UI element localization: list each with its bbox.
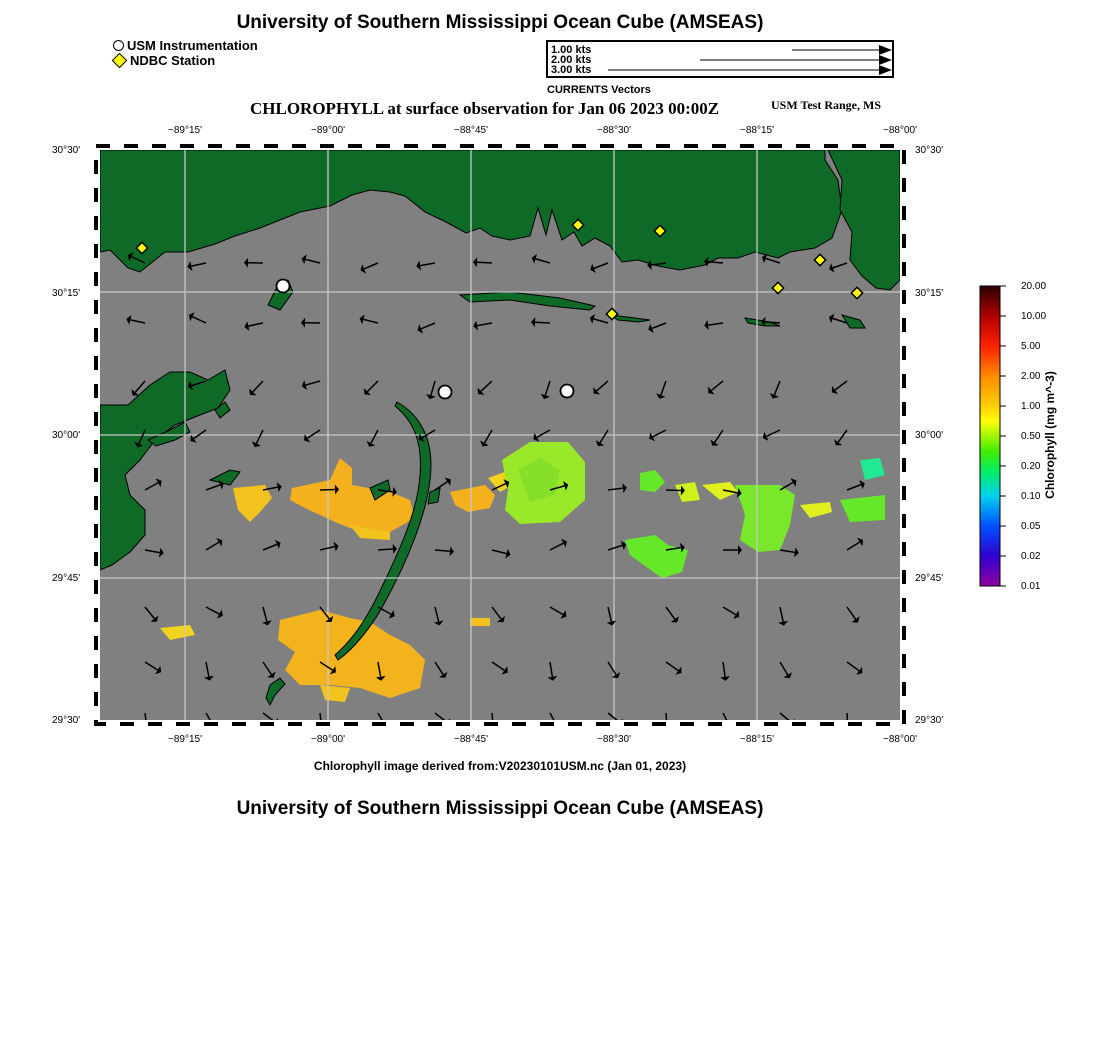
colorbar-tick-6: 0.50	[1021, 431, 1041, 442]
colorbar-tick-3: 5.00	[1021, 341, 1041, 352]
left-tick-3: 30°00'	[52, 430, 81, 441]
legend-usm-instrumentation	[113, 38, 258, 53]
vector-key-box	[546, 40, 894, 78]
top-tick-5: −88°15'	[740, 125, 774, 136]
current-vector-shaft	[666, 490, 681, 491]
bottom-tick-1: −89°15'	[168, 734, 202, 745]
right-tick-3: 30°00'	[915, 430, 944, 441]
top-tick-2: −89°00'	[311, 125, 345, 136]
left-tick-4: 29°45'	[52, 573, 81, 584]
legend-ndbc-label: NDBC Station	[130, 53, 216, 68]
footer-title: University of Southern Mississippi Ocean Cube (AMSEAS)	[236, 798, 764, 819]
colorbar-tick-7: 0.20	[1021, 461, 1041, 472]
left-tick-5: 29°30'	[52, 715, 81, 726]
usm-instrument-marker	[439, 386, 452, 399]
usm-instrument-marker	[561, 385, 574, 398]
current-vector-head	[843, 728, 853, 730]
bottom-tick-6: −88°00'	[883, 734, 917, 745]
right-tick-1: 30°30'	[915, 145, 944, 156]
bottom-tick-5: −88°15'	[740, 734, 774, 745]
source-caption: Chlorophyll image derived from:V20230101USM.nc (Jan 01, 2023)	[313, 759, 687, 773]
top-tick-3: −88°45'	[454, 125, 488, 136]
vector-key-caption: CURRENTS Vectors	[547, 84, 651, 96]
current-vector-shaft	[535, 322, 550, 323]
current-vector-shaft	[477, 262, 492, 263]
colorbar-tick-4: 2.00	[1021, 371, 1041, 382]
legend-ndbc-station	[113, 53, 215, 68]
map-subtitle: CHLOROPHYLL at surface observation for Jan 06 2023 00:00Z	[250, 99, 720, 118]
right-tick-4: 29°45'	[915, 573, 944, 584]
current-vector-head	[662, 728, 672, 730]
current-vector-head	[488, 728, 498, 730]
bottom-tick-2: −89°00'	[311, 734, 345, 745]
map-frame	[90, 140, 920, 730]
current-vector-head	[725, 724, 734, 730]
vector-key-arrows	[548, 42, 896, 80]
vector-key-label-3: 3.00 kts	[551, 64, 592, 76]
colorbar-tick-11: 0.01	[1021, 581, 1041, 592]
vector-key-label-2: 2.00 kts	[551, 54, 592, 66]
colorbar-tick-5: 1.00	[1021, 401, 1041, 412]
current-vector-head	[142, 727, 152, 730]
current-vector-shaft	[847, 713, 848, 728]
bottom-tick-3: −88°45'	[454, 734, 488, 745]
current-vector-head	[317, 727, 327, 730]
current-vector-shaft	[320, 489, 335, 490]
vector-key-label-1: 1.00 kts	[551, 44, 592, 56]
usm-instrument-icon	[113, 40, 124, 51]
colorbar-tick-9: 0.05	[1021, 521, 1041, 532]
page-title: University of Southern Mississippi Ocean Cube (AMSEAS)	[236, 12, 764, 33]
colorbar-tick-10: 0.02	[1021, 551, 1041, 562]
colorbar-tick-8: 0.10	[1021, 491, 1041, 502]
top-tick-1: −89°15'	[168, 125, 202, 136]
usm-instrument-marker	[277, 280, 290, 293]
right-tick-2: 30°15'	[915, 288, 944, 299]
current-vector-shaft	[378, 549, 393, 550]
colorbar-tick-2: 10.00	[1021, 311, 1047, 322]
top-tick-6: −88°00'	[883, 125, 917, 136]
colorbar-title: Chlorophyll (mg m^-3)	[1043, 371, 1057, 499]
legend-usm-label: USM Instrumentation	[127, 38, 258, 53]
ndbc-station-icon	[112, 53, 128, 69]
current-vector-shaft	[666, 713, 667, 728]
top-tick-4: −88°30'	[597, 125, 631, 136]
right-tick-5: 29°30'	[915, 715, 944, 726]
bottom-tick-4: −88°30'	[597, 734, 631, 745]
left-tick-2: 30°15'	[52, 288, 81, 299]
region-label: USM Test Range, MS	[771, 98, 882, 112]
colorbar-tick-1: 20.00	[1021, 281, 1047, 292]
left-tick-1: 30°30'	[52, 145, 81, 156]
